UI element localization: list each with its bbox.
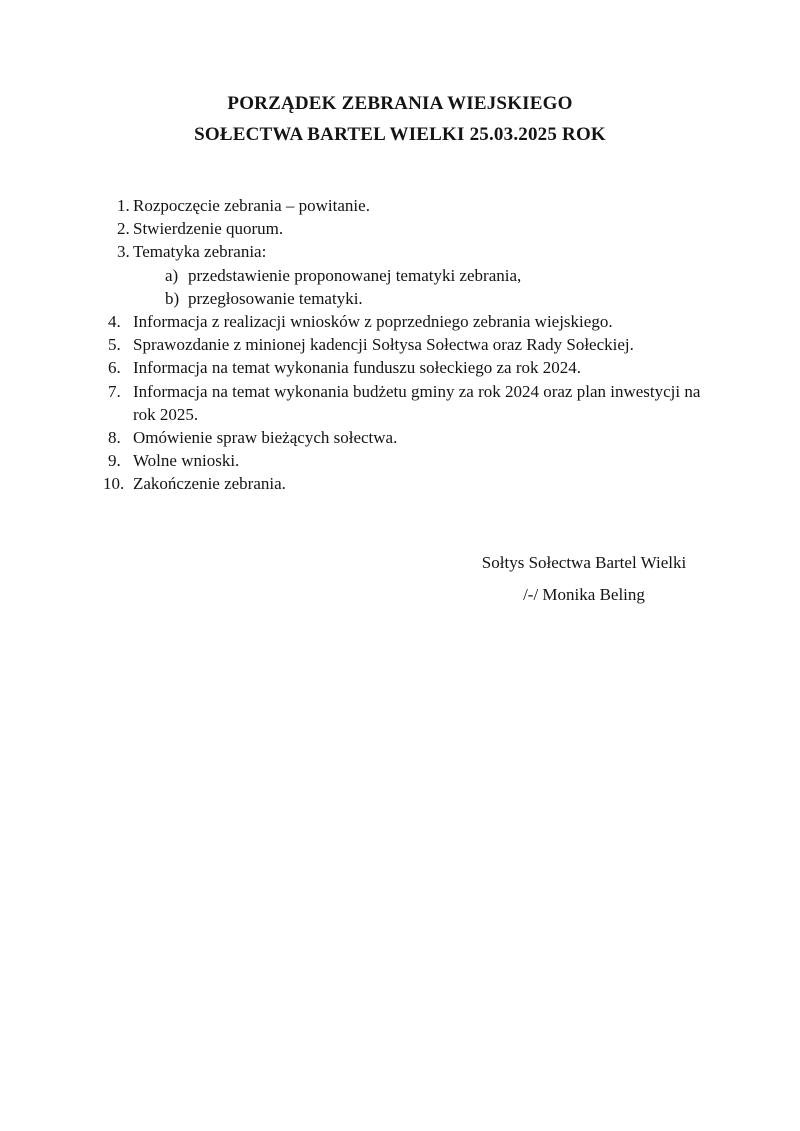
agenda-subitem-3b xyxy=(0,287,800,310)
agenda-item-text: Tematyka zebrania: xyxy=(133,242,267,262)
agenda-subitem-marker: b) xyxy=(165,288,180,308)
agenda-list xyxy=(0,194,800,496)
agenda-subitem-text: przedstawienie proponowanej tematyki zebrania, xyxy=(188,265,522,285)
agenda-item-8 xyxy=(0,426,800,449)
agenda-item-text: Informacja z realizacji wniosków z poprzedniego zebrania wiejskiego. xyxy=(133,312,613,332)
agenda-item-number: 7. xyxy=(108,381,121,401)
agenda-item-9 xyxy=(0,449,800,472)
agenda-item-number: 2. xyxy=(117,219,130,239)
agenda-item-number: 8. xyxy=(108,428,121,448)
agenda-item-number: 6. xyxy=(108,358,121,378)
agenda-item-number: 3. xyxy=(117,242,130,262)
agenda-item-number: 5. xyxy=(108,335,121,355)
title-line-2: SOŁECTWA BARTEL WIELKI 25.03.2025 ROK xyxy=(194,124,606,145)
agenda-item-2 xyxy=(0,217,800,240)
agenda-item-1 xyxy=(0,194,800,217)
document-title xyxy=(0,88,800,150)
agenda-subitem-text: przegłosowanie tematyki. xyxy=(188,288,363,308)
agenda-item-number: 10. xyxy=(103,474,125,494)
agenda-item-text: Zakończenie zebrania. xyxy=(133,474,286,494)
agenda-item-text: Rozpoczęcie zebrania – powitanie. xyxy=(133,196,370,215)
agenda-item-text: Informacja na temat wykonania funduszu sołeckiego za rok 2024. xyxy=(133,358,581,378)
agenda-item-6 xyxy=(0,356,800,379)
agenda-item-5 xyxy=(0,333,800,356)
agenda-item-text: Stwierdzenie quorum. xyxy=(133,219,284,239)
agenda-subitem-marker: a) xyxy=(165,265,179,285)
agenda-item-7 xyxy=(0,380,800,426)
agenda-item-number: 1. xyxy=(117,196,130,215)
signature-name: /-/ Monika Beling xyxy=(523,585,645,604)
agenda-item-text: Omówienie spraw bieżących sołectwa. xyxy=(133,428,398,448)
agenda-item-4 xyxy=(0,310,800,333)
signature-block xyxy=(448,551,720,606)
agenda-item-text: Sprawozdanie z minionej kadencji Sołtysa Sołectwa oraz Rady Sołeckiej. xyxy=(133,335,634,355)
signature-role: Sołtys Sołectwa Bartel Wielki xyxy=(481,553,687,572)
title-line-1: PORZĄDEK ZEBRANIA WIEJSKIEGO xyxy=(227,93,573,114)
agenda-item-text: Informacja na temat wykonania budżetu gminy za rok 2024 oraz plan inwestycji na rok 2025. xyxy=(133,381,701,424)
agenda-item-3 xyxy=(0,240,800,263)
agenda-item-10 xyxy=(0,472,800,495)
agenda-item-number: 4. xyxy=(108,312,121,332)
agenda-item-number: 9. xyxy=(108,451,121,471)
agenda-item-text: Wolne wnioski. xyxy=(133,451,240,471)
agenda-subitem-3a xyxy=(0,264,800,287)
